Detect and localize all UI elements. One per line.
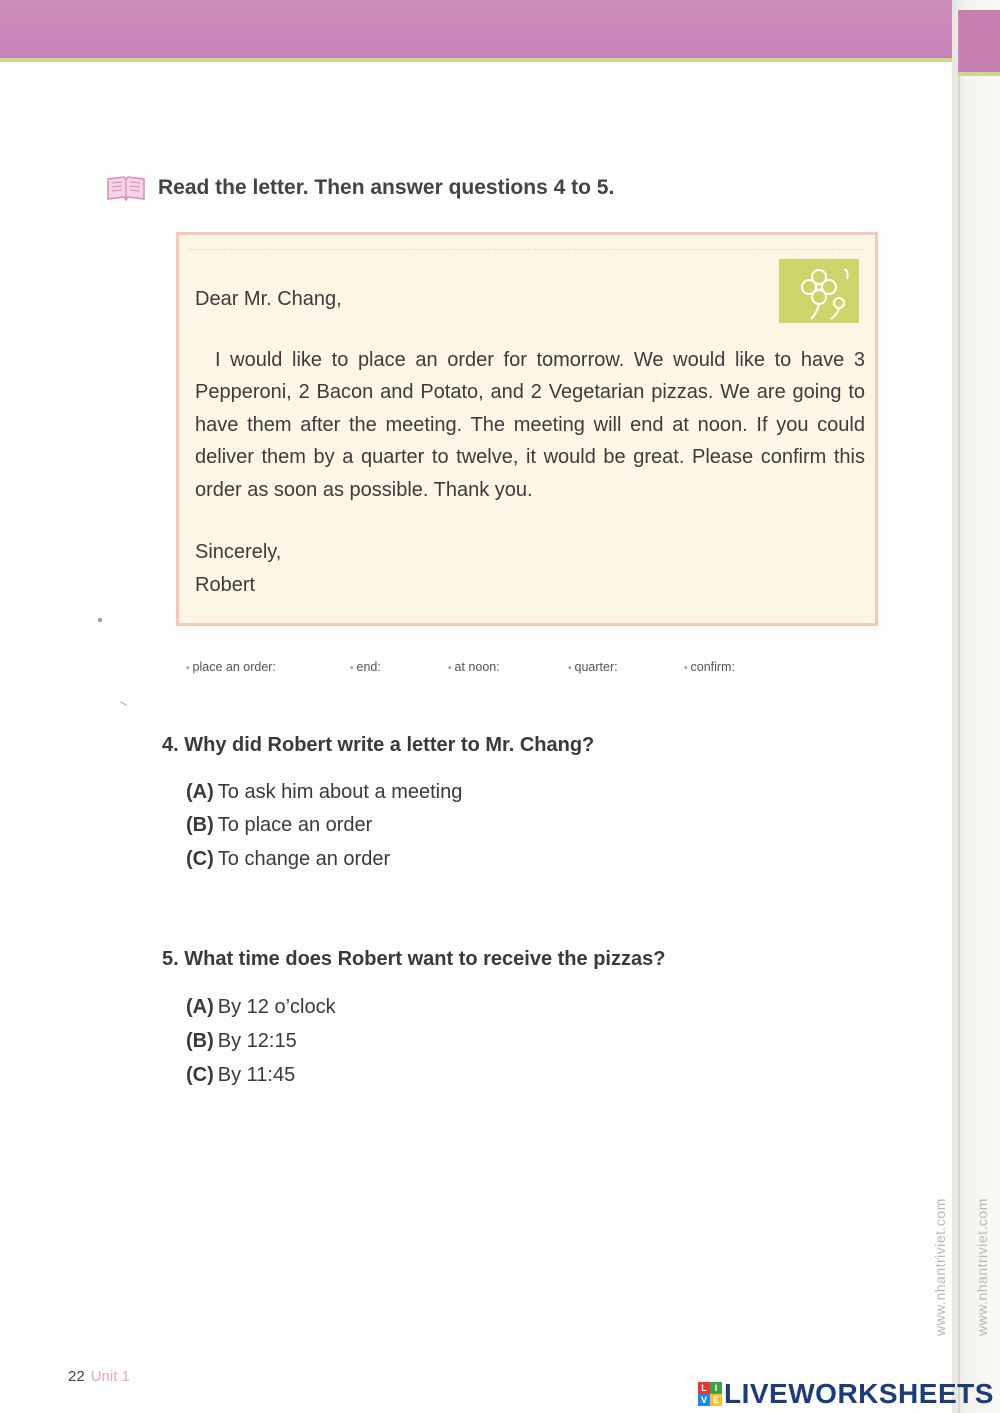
- page-number: 22: [68, 1368, 85, 1385]
- question-5: 5. What time does Robert want to receive the pizzas?: [162, 948, 666, 970]
- liveworksheets-logo[interactable]: [698, 1378, 994, 1410]
- letter-text: [195, 283, 865, 601]
- liveworksheets-wordmark: LIVEWORKSHEETS: [724, 1378, 994, 1409]
- question-4-option-b[interactable]: [186, 814, 372, 837]
- vocab-term: quarter:: [574, 660, 618, 674]
- question-5-option-a[interactable]: [186, 996, 336, 1019]
- logo-mark-letter: E: [710, 1394, 722, 1406]
- liveworksheets-mark-icon: [698, 1382, 722, 1406]
- watermark: www.nhantriviet.com: [974, 1198, 990, 1336]
- option-text: To ask him about a meeting: [217, 781, 463, 803]
- letter-closing: Sincerely,: [195, 541, 282, 563]
- option-letter: (C): [186, 848, 214, 870]
- option-letter: (C): [186, 1064, 214, 1086]
- next-page-accent-line: [958, 72, 1000, 76]
- vocabulary-row: [186, 660, 826, 680]
- header-band: [0, 0, 952, 58]
- page-edge-line: [958, 60, 960, 1413]
- question-5-option-b[interactable]: [186, 1030, 297, 1053]
- instruction-text: Read the letter. Then answer questions 4 to 5.: [158, 176, 615, 199]
- logo-mark-letter: I: [710, 1382, 722, 1394]
- option-text: By 12 o’clock: [217, 996, 336, 1018]
- vocab-term: confirm:: [690, 660, 735, 674]
- option-letter: (B): [186, 1030, 214, 1052]
- letter-signature: Robert: [195, 573, 256, 596]
- watermark: www.nhantriviet.com: [932, 1198, 948, 1336]
- option-text: To change an order: [217, 848, 391, 870]
- option-text: By 11:45: [217, 1064, 296, 1086]
- page-footer: [68, 1368, 130, 1385]
- letter-greeting: Dear Mr. Chang,: [195, 288, 342, 310]
- letter-body: I would like to place an order for tomorrow. We would like to have 3 Pepperoni, 2 Bacon and Potato, and 2 Vegetarian pizzas. We are going to have them after the meeting. The meeting will end at noon. If you could deliver them by a quarter to twelve, it would be great. Please confirm this order as soon as possible. Thank you.: [195, 348, 865, 501]
- vocab-item: • at noon:: [448, 660, 500, 674]
- letter-box: [176, 232, 878, 626]
- vocab-item: • end:: [350, 660, 381, 674]
- instruction: [106, 170, 614, 206]
- open-book-icon: [106, 173, 146, 203]
- next-page-header-band: [958, 10, 1000, 72]
- question-4: 4. Why did Robert write a letter to Mr. Chang?: [162, 734, 595, 756]
- option-letter: (A): [186, 996, 214, 1018]
- scan-speck: [98, 618, 102, 622]
- vocab-term: end:: [356, 660, 381, 674]
- vocab-item: • confirm:: [684, 660, 735, 674]
- question-5-option-c[interactable]: [186, 1064, 295, 1087]
- option-text: To place an order: [217, 814, 373, 836]
- logo-mark-letter: V: [698, 1394, 710, 1406]
- vocab-term: place an order:: [192, 660, 276, 674]
- header-accent-line: [0, 58, 952, 62]
- question-4-option-a[interactable]: [186, 781, 462, 804]
- option-text: By 12:15: [217, 1030, 297, 1052]
- question-4-option-c[interactable]: [186, 848, 390, 871]
- logo-mark-letter: L: [698, 1382, 710, 1394]
- vocab-item: • place an order:: [186, 660, 276, 674]
- option-letter: (A): [186, 781, 214, 803]
- option-letter: (B): [186, 814, 214, 836]
- vocab-term: at noon:: [454, 660, 500, 674]
- letter-box-rule: [189, 249, 865, 258]
- unit-label: Unit 1: [90, 1368, 130, 1385]
- vocab-item: • quarter:: [568, 660, 618, 674]
